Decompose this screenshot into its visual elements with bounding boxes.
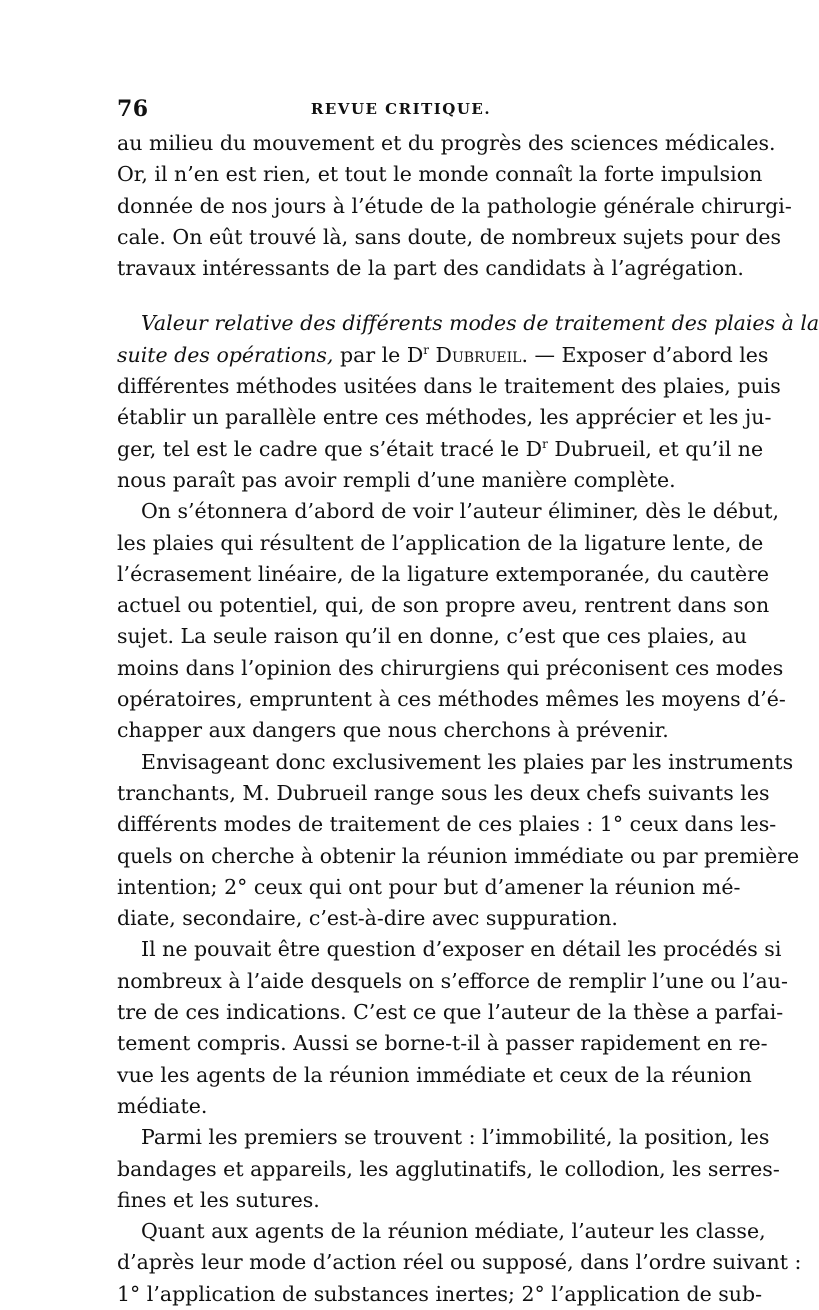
text-line: actuel ou potentiel, qui, de son propre aveu, rentrent dans son [117, 593, 770, 618]
text-line: bandages et appareils, les agglutinatifs, le collodion, les serres- [117, 1156, 780, 1181]
text-line: Envisageant donc exclusivement les plaies par les instruments [141, 749, 794, 774]
text-line [117, 434, 764, 465]
running-head [117, 96, 685, 124]
text-line: cale. On eût trouvé là, sans doute, de nombreux sujets pour des [117, 224, 782, 249]
text-line: différentes méthodes usitées dans le traitement des plaies, puis [117, 374, 781, 399]
journal-title: REVUE CRITIQUE. [310, 100, 492, 118]
text-line: sujet. La seule raison qu’il en donne, c’est que ces plaies, au [117, 624, 748, 649]
text-line: au milieu du mouvement et du progrès des sciences médicales. [117, 131, 776, 155]
text-line: moins dans l’opinion des chirurgiens qui préconisent ces modes [117, 655, 784, 680]
dr-superscript: r [542, 436, 548, 451]
text-line: les plaies qui résultent de l’application de la ligature lente, de [117, 530, 764, 555]
text-line: tement compris. Aussi se borne-t-il à passer rapidement en re- [117, 1031, 768, 1056]
section-gap [117, 284, 685, 308]
dr-superscript: r [423, 342, 430, 357]
text-line: nombreux à l’aide desquels on s’efforce de remplir l’une ou l’au- [117, 968, 788, 993]
section-title-cont: suite des opérations, [117, 342, 334, 367]
text-line: tre de ces indications. C’est ce que l’auteur de la thèse a parfai- [117, 1000, 784, 1025]
author-name: Dubrueil [429, 342, 522, 367]
text-line: établir un parallèle entre ces méthodes, les apprécier et les ju- [117, 405, 772, 430]
text-line: différents modes de traitement de ces plaies : 1° ceux dans les- [117, 812, 777, 837]
text-line: donnée de nos jours à l’étude de la pathologie générale chirurgi- [117, 193, 792, 218]
text-fragment: ger, tel est le cadre que s’était tracé le D [117, 436, 543, 461]
text-line: quels on cherche à obtenir la réunion immédiate ou par première [117, 843, 800, 868]
section-title: Valeur relative des différents modes de traitement des plaies à la [141, 311, 819, 336]
text-line: On s’étonnera d’abord de voir l’auteur éliminer, dès le début, [141, 499, 780, 524]
text-line: diate, secondaire, c’est-à-dire avec suppuration. [117, 906, 618, 931]
text-line: Or, il n’en est rien, et tout le monde connaît la forte impulsion [117, 162, 763, 187]
text-line: Quant aux agents de la réunion médiate, l’auteur les classe, [141, 1219, 766, 1244]
text-line: d’après leur mode d’action réel ou supposé, dans l’ordre suivant : [117, 1250, 802, 1275]
text-fragment: . — Exposer d’abord les [521, 342, 769, 367]
text-line: intention; 2° ceux qui ont pour but d’amener la réunion mé- [117, 874, 741, 899]
text-line: travaux intéressants de la part des candidats à l’agrégation. [117, 256, 744, 281]
text-line: nous paraît pas avoir rempli d’une manière complète. [117, 467, 676, 492]
body-text [117, 128, 819, 1310]
text-line: vue les agents de la réunion immédiate et ceux de la réunion [117, 1062, 752, 1087]
text-line: médiate. [117, 1093, 208, 1118]
text-line: fines et les sutures. [117, 1187, 320, 1212]
text-line: Parmi les premiers se trouvent : l’immobilité, la position, les [141, 1125, 770, 1150]
text-line: tranchants, M. Dubrueil range sous les deux chefs suivants les [117, 780, 770, 805]
text-line: chapper aux dangers que nous cherchons à prévenir. [117, 718, 669, 743]
text-line [117, 340, 769, 371]
page-number: 76 [117, 96, 149, 122]
by-text: par le D [333, 342, 424, 367]
text-line: 1° l’application de substances inertes; 2° l’application de sub- [117, 1281, 763, 1306]
text-line: opératoires, empruntent à ces méthodes mêmes les moyens d’é- [117, 687, 786, 712]
text-fragment: Dubrueil, et qu’il ne [547, 436, 764, 461]
text-line: Il ne pouvait être question d’exposer en détail les procédés si [141, 937, 782, 962]
text-line: l’écrasement linéaire, de la ligature extemporanée, du cautère [117, 561, 770, 586]
